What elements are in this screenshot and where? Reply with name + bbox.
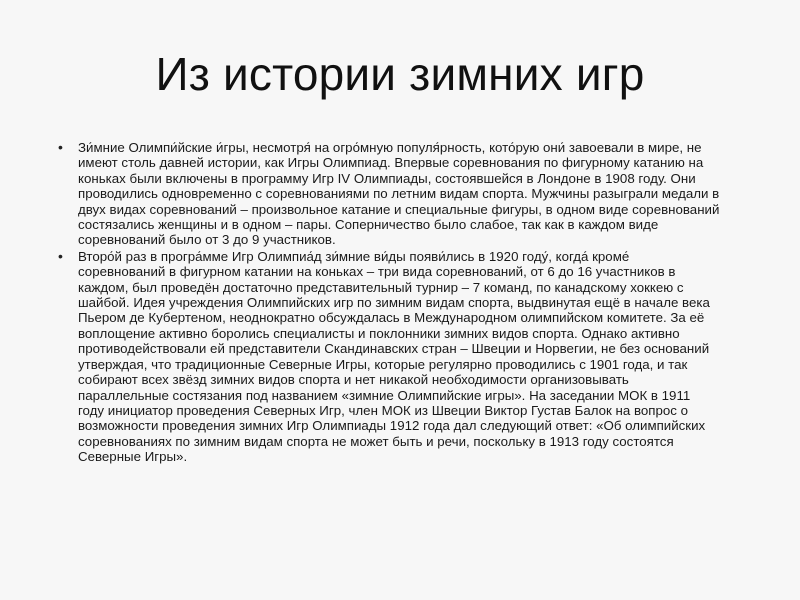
- bullet-item-2: [58, 249, 720, 465]
- bullet-text-2: Второ́й раз в програ́мме Игр Олимпиа́д зи́мние ви́ды появи́лись в 1920 году́, когда́ кроме́ соревнований в фигурном катании на коньках – три вида соревнований, от 6 до 16 участников в каждом, был проведён достаточно представительный турнир – 7 команд, по канадскому хоккею с шайбой. Идея учреждения Олимпийских игр по зимним видам спорта, выдвинутая ещё в начале века Пьером де Кубертеном, неоднократно обсуждалась в Международном олимпийском комитете. За её воплощение активно боролись специалисты и поклонники зимних видов спорта. Однако активно противодействовали ей представители Скандинавских стран – Швеции и Норвегии, не без оснований утверждая, что традиционные Северные Игры, которые регулярно проводились с 1901 года, и так собирают всех звёзд зимних видов спорта и нет никакой необходимости организовывать параллельные состязания под названием «зимние Олимпийские игры». На заседании МОК в 1911 году инициатор проведения Северных Игр, член МОК из Швеции Виктор Густав Балок на вопрос о возможности проведения зимних Игр Олимпиады 1912 года дал следующий ответ: «Об олимпийских соревнованиях по зимним видам спорта не может быть и речи, поскольку в 1913 году состоятся Северные Игры».: [78, 248, 710, 465]
- bullet-text-1: Зи́мние Олимпи́йские и́гры, несмотря́ на огро́мную популя́рность, кото́рую они́ завоевали в мире, не имеют столь давней истории, как Игры Олимпиад. Впервые соревнования по фигурному катанию на коньках были включены в программу Игр IV Олимпиады, состоявшейся в Лондоне в 1908 году. Они проводились одновременно с соревнованиями по летним видам спорта. Мужчины разыграли медали в двух видах соревнований – произвольное катание и специальные фигуры, в одном виде соревнований состязались женщины и в одном – пары. Соперничество было слабое, так как в каждом виде соревнований было от 3 до 9 участников.: [78, 140, 720, 248]
- bullet-icon: •: [58, 247, 63, 264]
- slide-title: Из истории зимних игр: [155, 48, 645, 100]
- bullet-icon: •: [58, 139, 63, 155]
- bullet-item-1: [58, 140, 720, 248]
- slide-content: [58, 140, 720, 466]
- bullet-list: [58, 140, 720, 465]
